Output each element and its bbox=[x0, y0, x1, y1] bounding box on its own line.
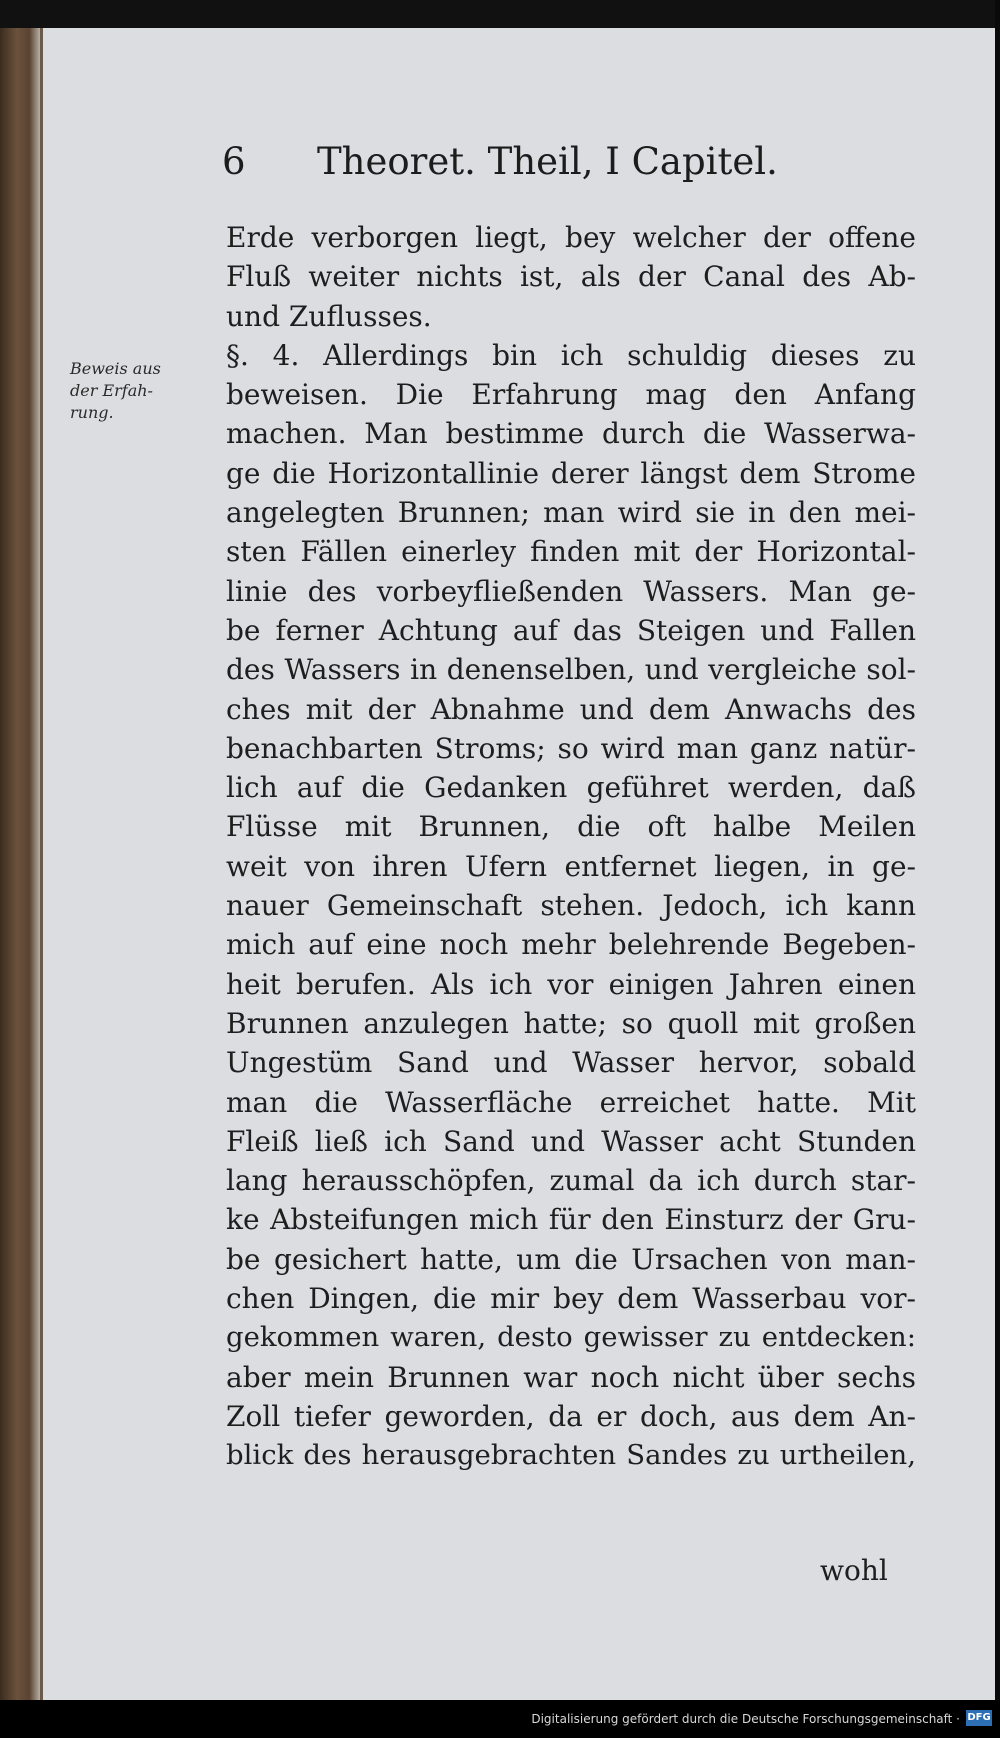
book-spine-edge bbox=[0, 28, 42, 1700]
text-line: Fleiß ließ ich Sand und Wasser acht Stunden bbox=[226, 1124, 916, 1158]
text-line: ches mit der Abnahme und dem Anwachs des bbox=[226, 692, 916, 726]
text-line: Zoll tiefer geworden, da er doch, aus dem An- bbox=[226, 1399, 916, 1433]
footer-credit: Digitalisierung gefördert durch die Deutsche Forschungsgemeinschaft · bbox=[531, 1712, 960, 1726]
text-line: sten Fällen einerley finden mit der Horizontal- bbox=[226, 535, 916, 569]
margin-note-line: Beweis aus bbox=[70, 359, 161, 378]
text-line: linie des vorbeyfließenden Wassers. Man ge- bbox=[226, 574, 916, 608]
text-line: Brunnen anzulegen hatte; so quoll mit großen bbox=[226, 1006, 916, 1040]
text-line: §. 4. Allerdings bin ich schuldig dieses zu bbox=[226, 338, 916, 372]
text-line: des Wassers in denenselben, und vergleiche sol- bbox=[226, 653, 916, 687]
text-line: blick des herausgebrachten Sandes zu urtheilen, bbox=[226, 1439, 916, 1472]
text-line: chen Dingen, die mir bey dem Wasserbau vor- bbox=[226, 1282, 916, 1316]
text-line: gekommen waren, desto gewisser zu entdecken: bbox=[226, 1321, 916, 1354]
text-line: be ferner Achtung auf das Steigen und Fallen bbox=[226, 613, 916, 647]
text-line: ke Absteifungen mich für den Einsturz der Gru- bbox=[226, 1203, 916, 1237]
text-line: aber mein Brunnen war noch nicht über sechs bbox=[226, 1360, 916, 1394]
text-line: weit von ihren Ufern entfernet liegen, in ge- bbox=[226, 849, 916, 883]
text-line: man die Wasserfläche erreichet hatte. Mit bbox=[226, 1085, 916, 1119]
margin-note-line: der Erfah- bbox=[70, 381, 153, 400]
text-line: lich auf die Gedanken geführet werden, daß bbox=[226, 771, 916, 805]
text-line: beweisen. Die Erfahrung mag den Anfang bbox=[226, 378, 916, 412]
text-line: Erde verborgen liegt, bey welcher der offene bbox=[226, 221, 916, 254]
page-edge-shadow bbox=[995, 0, 1000, 1738]
margin-note-line: rung. bbox=[70, 403, 114, 422]
text-line: mich auf eine noch mehr belehrende Begeben- bbox=[226, 928, 916, 962]
text-line: Fluß weiter nichts ist, als der Canal des Ab- bbox=[226, 260, 916, 294]
text-line: machen. Man bestimme durch die Wasserwa- bbox=[226, 417, 916, 451]
text-line: be gesichert hatte, um die Ursachen von man- bbox=[226, 1242, 916, 1276]
running-title: Theoret. Theil, I Capitel. bbox=[317, 140, 778, 183]
marginal-note bbox=[70, 358, 210, 424]
text-line: und Zuflusses. bbox=[226, 299, 432, 333]
text-line: Ungestüm Sand und Wasser hervor, sobald bbox=[226, 1046, 916, 1080]
text-line: nauer Gemeinschaft stehen. Jedoch, ich kann bbox=[226, 889, 916, 923]
catchword: wohl bbox=[820, 1554, 888, 1587]
running-header bbox=[222, 140, 842, 183]
text-line: heit berufen. Als ich vor einigen Jahren einen bbox=[226, 967, 916, 1001]
text-line: angelegten Brunnen; man wird sie in den mei- bbox=[226, 496, 916, 530]
text-line: ge die Horizontallinie derer längst dem Strome bbox=[226, 456, 916, 490]
text-line: Flüsse mit Brunnen, die oft halbe Meilen bbox=[226, 810, 916, 844]
page-number: 6 bbox=[222, 140, 246, 183]
dfg-logo: DFG bbox=[966, 1710, 992, 1726]
text-line: benachbarten Stroms; so wird man ganz natür- bbox=[226, 731, 916, 765]
body-text bbox=[226, 218, 916, 1476]
digitization-footer bbox=[0, 1700, 1000, 1738]
text-line: lang herausschöpfen, zumal da ich durch star- bbox=[226, 1164, 916, 1198]
